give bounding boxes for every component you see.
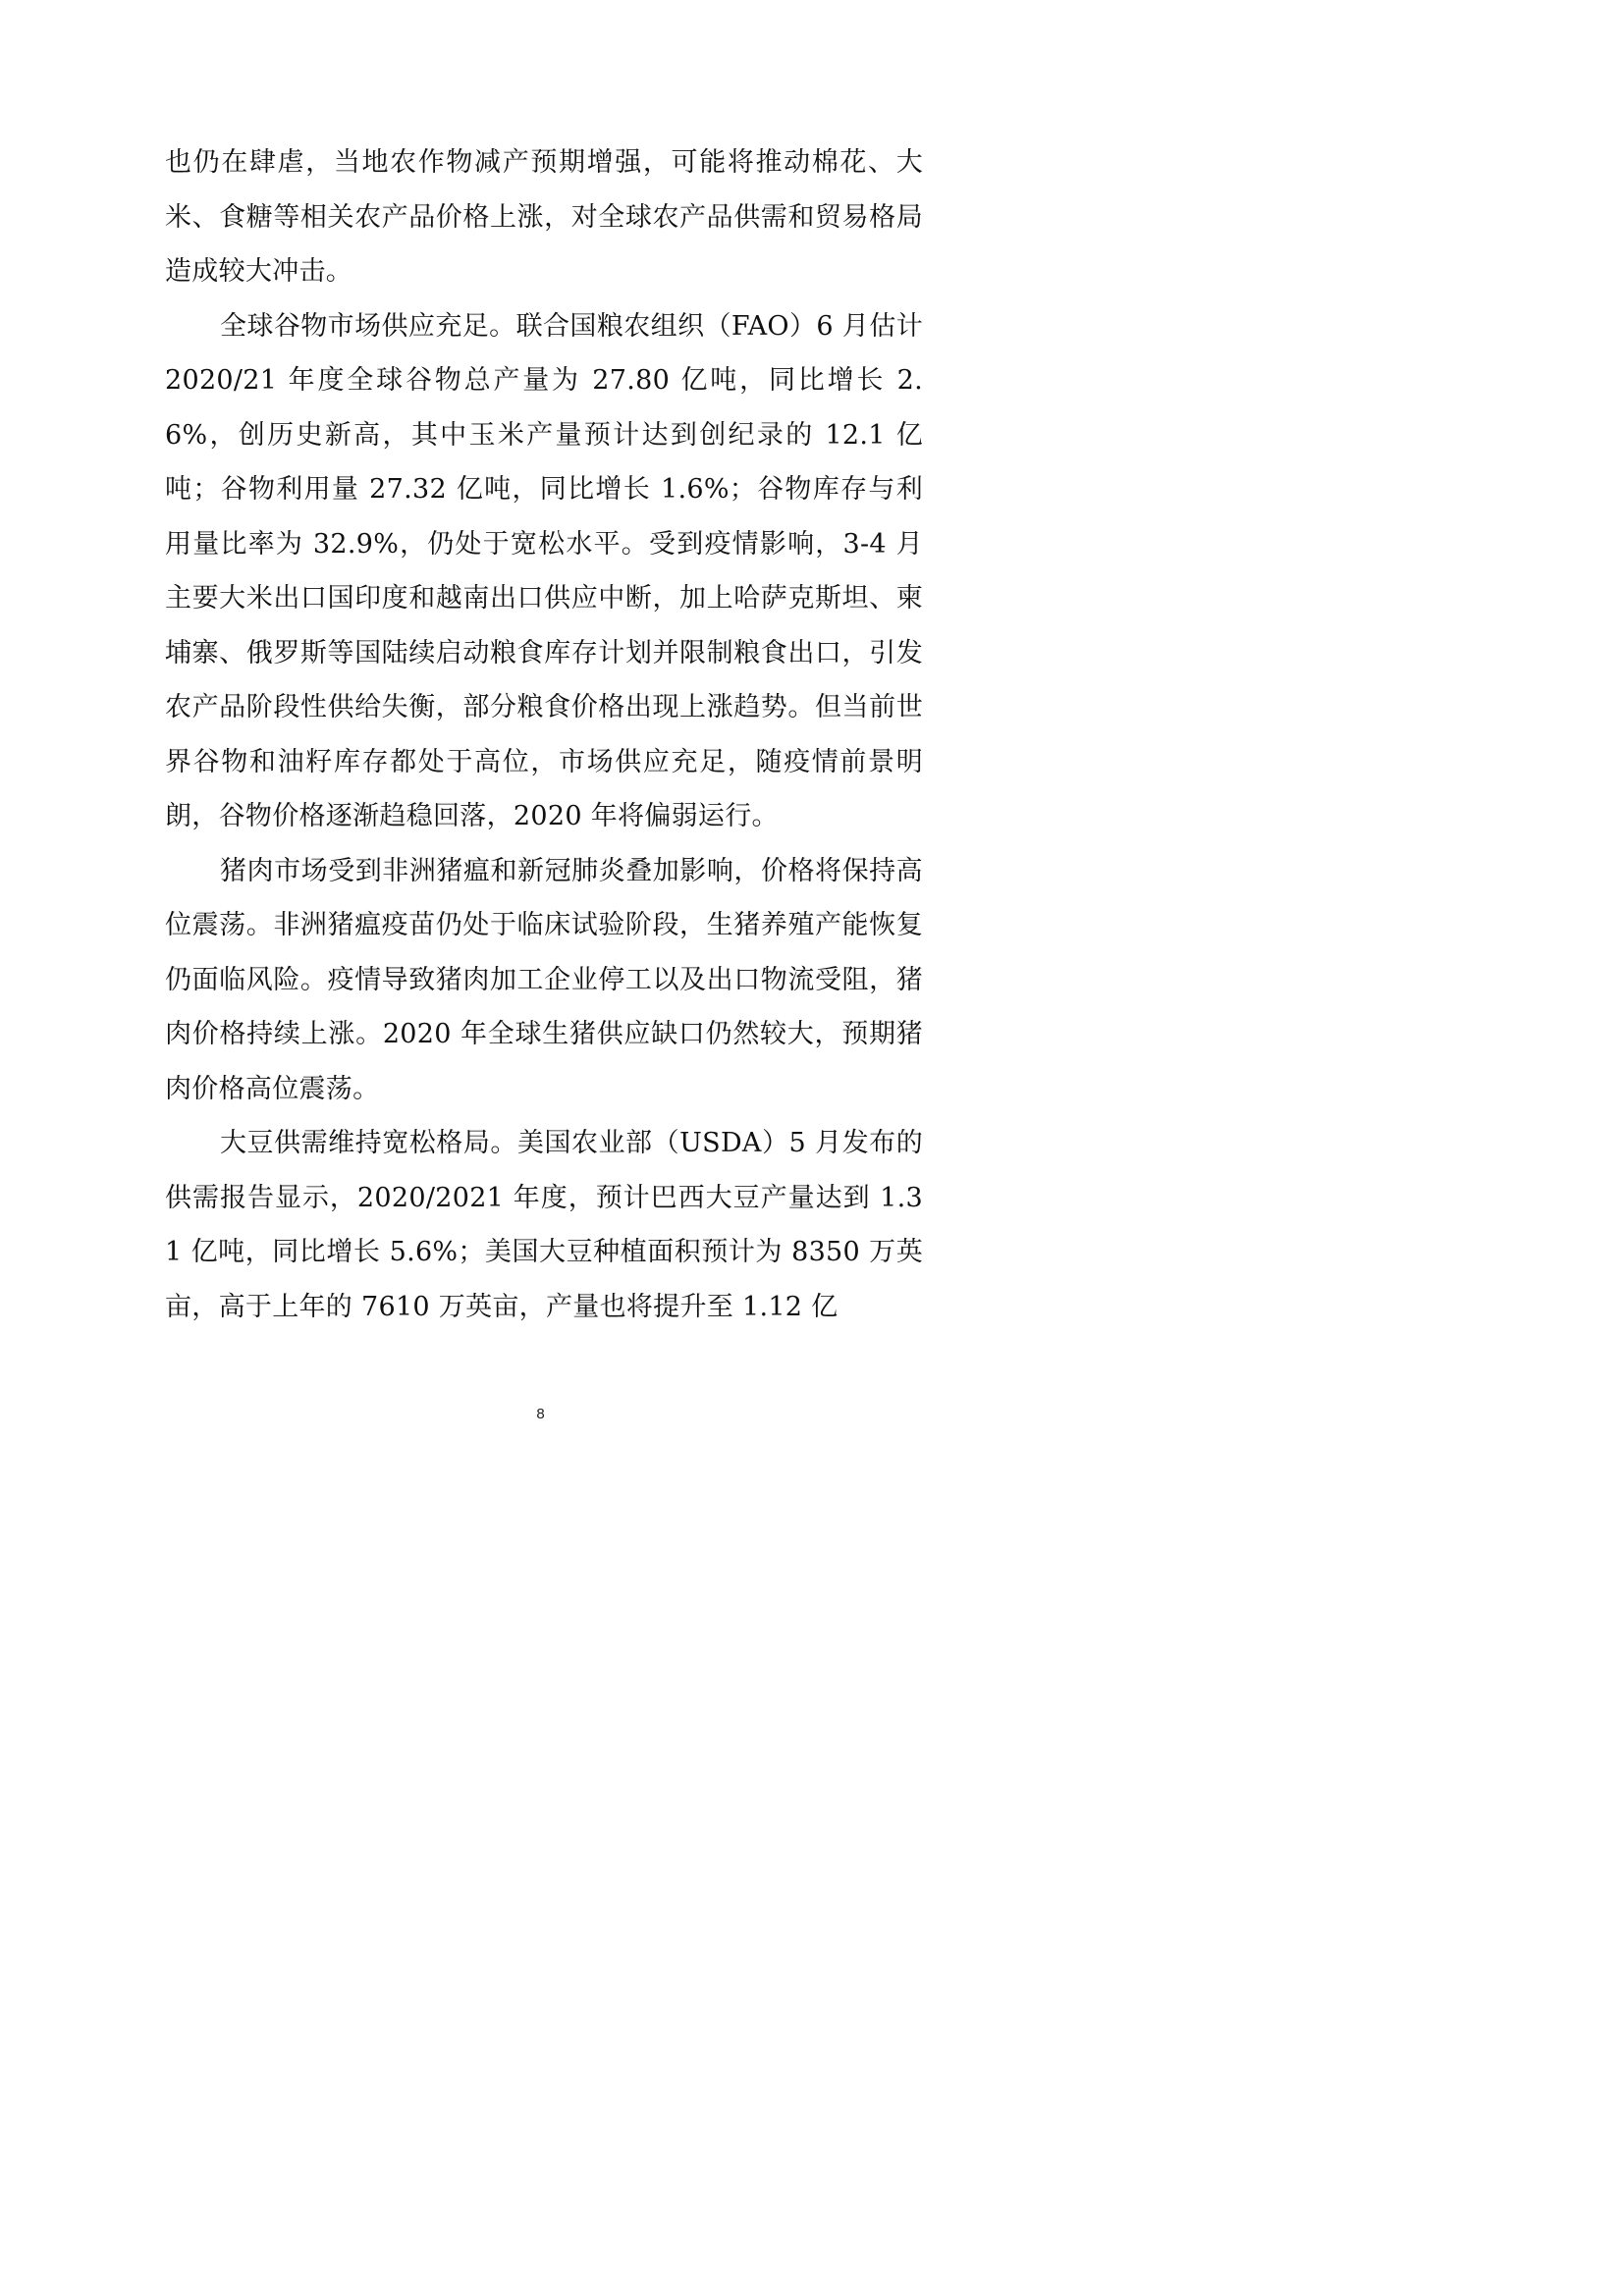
paragraph-grain-market: 全球谷物市场供应充足。联合国粮农组织（FAO）6 月估计 2020/21 年度全球谷物总产量为 27.80 亿吨，同比增长 2.6%，创历史新高，其中玉米产量预计达到创纪录的 12.1 亿吨；谷物利用量 27.32 亿吨，同比增长 1.6%；谷物库存与利用量比率为 32.9%，仍处于宽松水平。受到疫情影响，3-4 月主要大米出口国印度和越南出口供应中断，加上哈萨克斯坦、柬埔寨、俄罗斯等国陆续启动粮食库存计划并限制粮食出口，引发农产品阶段性供给失衡，部分粮食价格出现上涨趋势。但当前世界谷物和油籽库存都处于高位，市场供应充足，随疫情前景明朗，谷物价格逐渐趋稳回落，2020 年将偏弱运行。 <box>165 310 923 831</box>
paragraph-continuation: 也仍在肆虐，当地农作物减产预期增强，可能将推动棉花、大米、食糖等相关农产品价格上涨，对全球农产品供需和贸易格局造成较大冲击。 <box>165 147 923 287</box>
paragraph-soybean-market: 大豆供需维持宽松格局。美国农业部（USDA）5 月发布的供需报告显示，2020/2021 年度，预计巴西大豆产量达到 1.31 亿吨，同比增长 5.6%；美国大豆种植面积预计为 8350 万英亩，高于上年的 7610 万英亩，产量也将提升至 1.12 亿 <box>165 1128 923 1322</box>
paragraph-pork-market: 猪肉市场受到非洲猪瘟和新冠肺炎叠加影响，价格将保持高位震荡。非洲猪瘟疫苗仍处于临床试验阶段，生猪养殖产能恢复仍面临风险。疫情导致猪肉加工企业停工以及出口物流受阻，猪肉价格持续上涨。2020 年全球生猪供应缺口仍然较大，预期猪肉价格高位震荡。 <box>165 855 923 1104</box>
body-text <box>165 135 923 1334</box>
document-page <box>0 0 1081 1530</box>
page-number: 8 <box>536 1406 545 1422</box>
